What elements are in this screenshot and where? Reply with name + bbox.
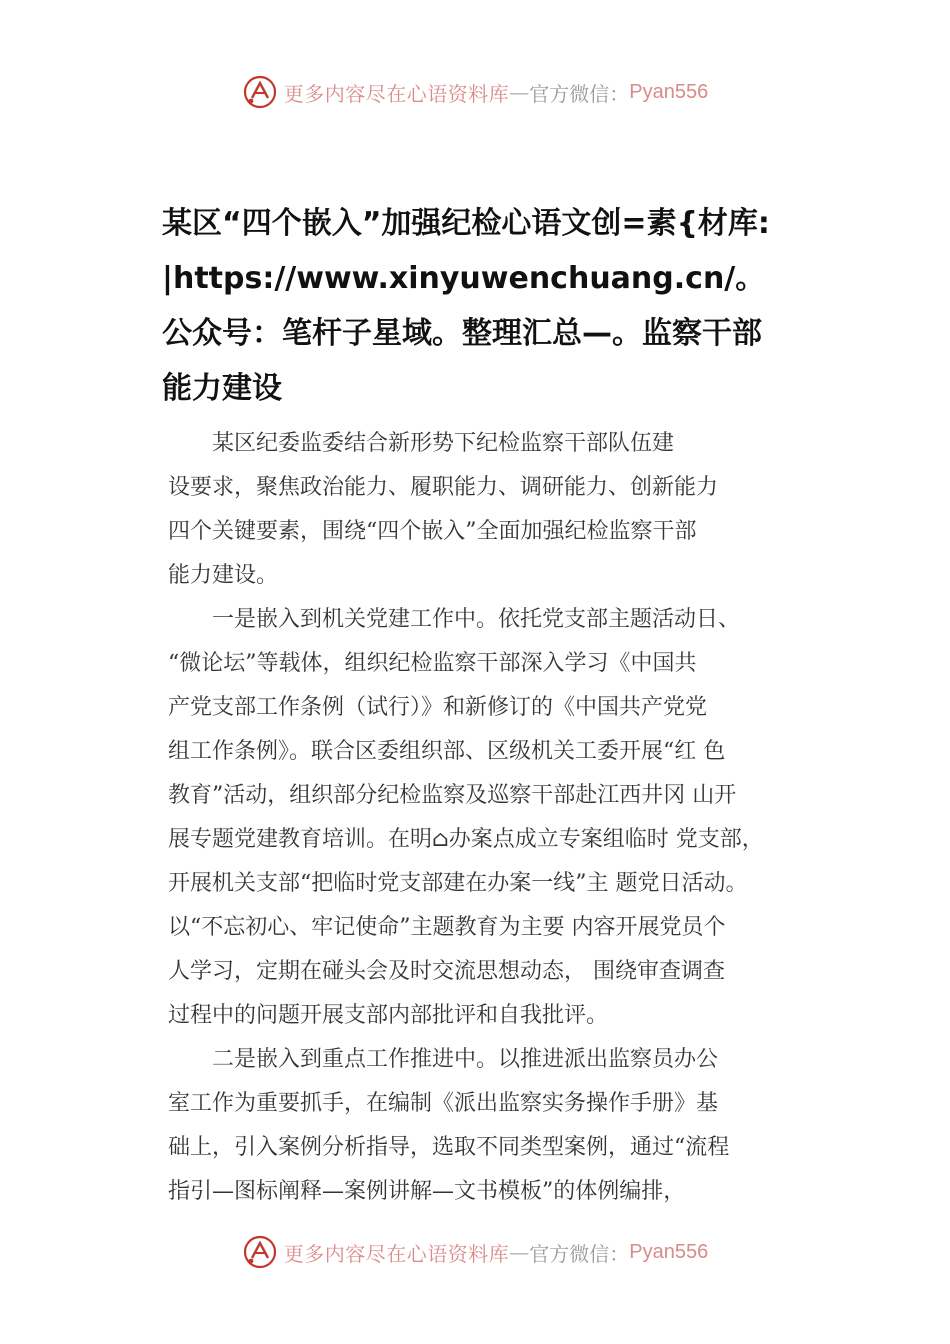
- brand-logo-icon: [242, 74, 278, 110]
- title-line: 能力建设: [162, 371, 282, 406]
- text-line: 室工作为重要抓手，在编制《派出监察实务操作手册》基: [168, 1091, 719, 1116]
- banner-wechat-id: Pyan556: [629, 1240, 709, 1263]
- banner-separator: —: [509, 80, 530, 104]
- text-line: 一是嵌入到机关党建工作中。依托党支部主题活动日、: [168, 607, 741, 632]
- banner-official-label: 官方微信：: [529, 81, 630, 106]
- title-line: |https://www.xinyuwenchuang.cn/。: [162, 261, 766, 296]
- banner-separator: —: [509, 1240, 530, 1264]
- text-line: 教育”活动，组织部分纪检监察及巡察干部赴江西井冈 山开: [168, 783, 737, 808]
- text-line: 展专题党建教育培训。在明⌂办案点成立专案组临时 党支部，: [168, 827, 764, 852]
- text-line: 能力建设。: [168, 563, 279, 588]
- text-line: “微论坛”等载体，组织纪检监察干部深入学习《中国共: [168, 651, 697, 676]
- document-body: [168, 422, 828, 1214]
- text-line: 组工作条例》。联合区委组织部、区级机关工委开展“红 色: [168, 739, 726, 764]
- text-line: 四个关键要素，围绕“四个嵌入”全面加强纪检监察干部: [168, 519, 697, 544]
- paragraph-one: [168, 598, 828, 1038]
- text-line: 某区纪委监委结合新形势下纪检监察干部队伍建: [168, 431, 675, 456]
- banner-wechat-id: Pyan556: [629, 80, 709, 103]
- text-line: 过程中的问题开展支部内部批评和自我批评。: [168, 1003, 609, 1028]
- header-banner: [0, 72, 950, 112]
- text-line: 二是嵌入到重点工作推进中。以推进派出监察员办公: [168, 1047, 719, 1072]
- banner-text: 更多内容尽在心语资料库: [283, 81, 510, 106]
- text-line: 指引—图标阐释—案例讲解—文书模板”的体例编排，: [168, 1179, 686, 1204]
- text-line: 以“不忘初心、牢记使命”主题教育为主要 内容开展党员个: [168, 915, 726, 940]
- text-line: 础上，引入案例分析指导，选取不同类型案例，通过“流程: [168, 1135, 730, 1160]
- text-line: 设要求，聚焦政治能力、履职能力、调研能力、创新能力: [168, 475, 719, 500]
- text-line: 产党支部工作条例（试行）》和新修订的《中国共产党党: [168, 695, 708, 720]
- text-line: 开展机关支部“把临时党支部建在办案一线”主 题党日活动。: [168, 871, 748, 896]
- paragraph-intro: [168, 422, 828, 598]
- title-line: 公众号：笔杆子星域。整理汇总—。监察干部: [162, 316, 762, 351]
- banner-text: 更多内容尽在心语资料库: [283, 1241, 510, 1266]
- footer-banner: [0, 1232, 950, 1272]
- title-line: 某区“四个嵌入”加强纪检心语文创=素{材库:: [162, 206, 770, 241]
- document-title: [162, 196, 862, 416]
- banner-official-label: 官方微信：: [529, 1241, 630, 1266]
- brand-logo-icon: [242, 1234, 278, 1270]
- paragraph-two: [168, 1038, 828, 1214]
- text-line: 人学习，定期在碰头会及时交流思想动态， 围绕审查调查: [168, 959, 725, 984]
